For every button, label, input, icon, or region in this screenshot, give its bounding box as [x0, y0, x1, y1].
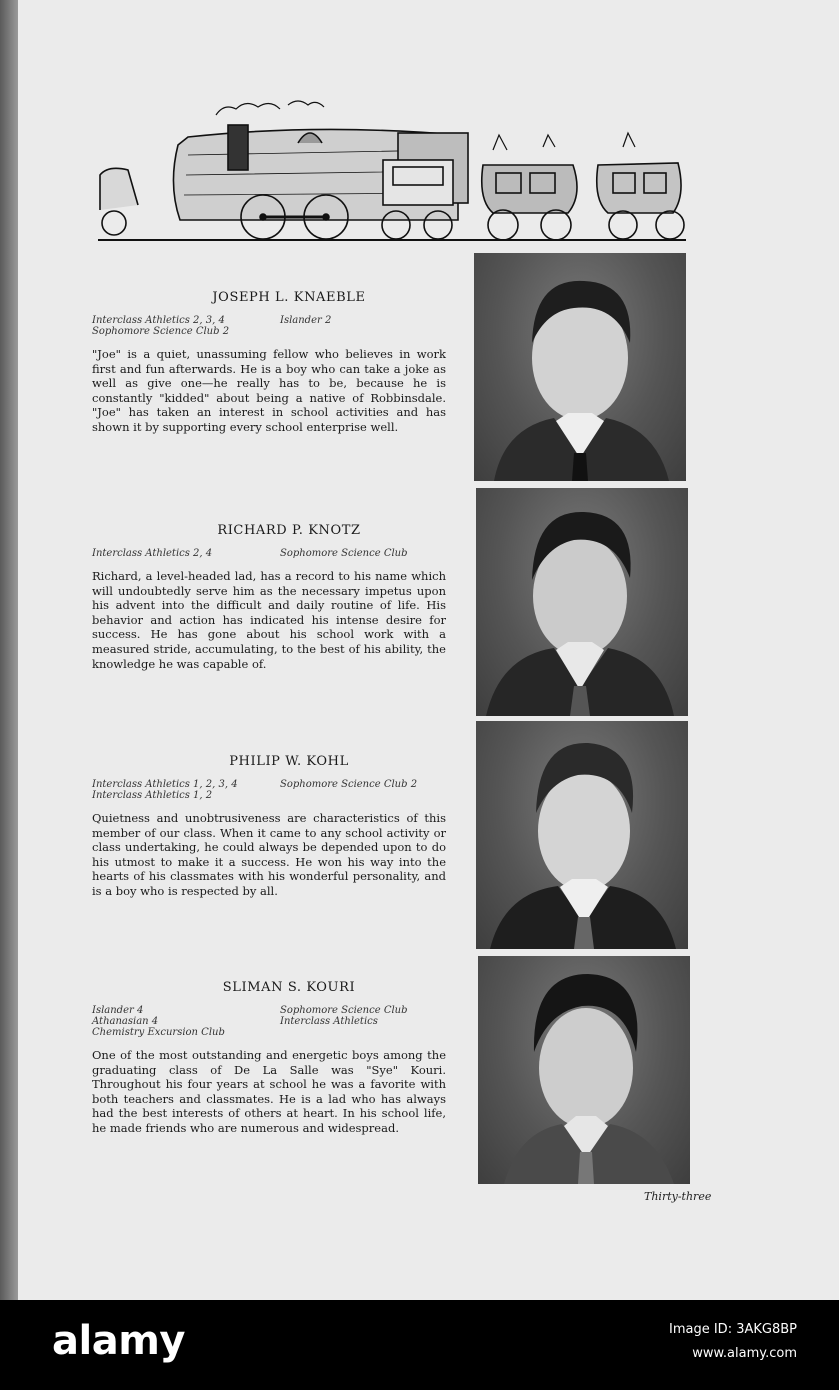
student-entry-kouri — [92, 980, 446, 1136]
page-spine — [0, 0, 18, 1300]
alamy-logo: alamy — [52, 1318, 185, 1364]
student-activities — [92, 548, 446, 559]
activity-line: Interclass Athletics 1, 2, 3, 4 — [92, 779, 238, 790]
activity-line: Islander 2 — [280, 315, 332, 326]
student-entry-knotz — [92, 523, 446, 671]
student-activities — [92, 1005, 446, 1038]
stock-site-url: www.alamy.com — [692, 1346, 797, 1361]
student-bio: "Joe" is a quiet, unassuming fellow who believes in work first and fun afterwards. He is a boy who can take a joke as well as give one—he really has to be, because he is constantly "kidded" about being a native of Robbinsdale. "Joe" has taken an interest in school activities and has shown it by supporting every school enterprise well. — [92, 347, 446, 434]
activity-line: Interclass Athletics 2, 4 — [92, 548, 213, 559]
student-bio: Richard, a level-headed lad, has a record to his name which will undoubtedly serve him as the necessary impetus upon his advent into the difficult and daily routine of life. His behavior and action has indicated his intense desire for success. He has gone about his school work with a measured stride, accumulating, to the best of his ability, the knowledge he was capable of. — [92, 569, 446, 671]
student-bio: One of the most outstanding and energetic boys among the graduating class of De La Salle was "Sye" Kouri. Throughout his four years at school he was a favorite with both teachers and classmates. He is a lad who has always had the best interests of others at heart. In his school life, he made friends who are numerous and widespread. — [92, 1048, 446, 1135]
student-name: RICHARD P. KNOTZ — [217, 523, 361, 538]
train-stagecoach-illustration — [98, 95, 686, 245]
student-entry-kohl — [92, 754, 446, 899]
page-number: Thirty-three — [644, 1190, 712, 1203]
student-activities — [92, 779, 446, 801]
activity-line: Sophomore Science Club 2 — [92, 326, 230, 337]
student-name: JOSEPH L. KNAEBLE — [212, 290, 366, 305]
activity-line: Interclass Athletics — [280, 1016, 378, 1027]
student-name: SLIMAN S. KOURI — [222, 980, 356, 995]
portrait-photo-knaeble — [474, 253, 686, 481]
student-activities — [92, 315, 446, 337]
student-entry-knaeble — [92, 290, 446, 435]
portrait-photo-kouri — [478, 956, 690, 1184]
portrait-photo-knotz — [476, 488, 688, 716]
stock-meta — [669, 1318, 797, 1366]
image-id: Image ID: 3AKG8BP — [669, 1322, 797, 1337]
student-bio: Quietness and unobtrusiveness are characteristics of this member of our class. When it came to any school activity or class undertaking, he could always be depended upon to do his utmost to make it a success. He won his way into the hearts of his classmates with his wonderful personality, and is a boy who is respected by all. — [92, 811, 446, 898]
activity-line: Islander 4 — [92, 1005, 144, 1016]
activity-line: Sophomore Science Club — [280, 548, 408, 559]
activity-line: Interclass Athletics 2, 3, 4 — [92, 315, 225, 326]
activity-line: Sophomore Science Club — [280, 1005, 408, 1016]
activity-line: Interclass Athletics 1, 2 — [92, 790, 213, 801]
student-name: PHILIP W. KOHL — [229, 754, 349, 769]
activity-line: Chemistry Excursion Club — [92, 1027, 225, 1038]
activity-line: Sophomore Science Club 2 — [280, 779, 418, 790]
activity-line: Athanasian 4 — [92, 1016, 159, 1027]
portrait-photo-kohl — [476, 721, 688, 949]
